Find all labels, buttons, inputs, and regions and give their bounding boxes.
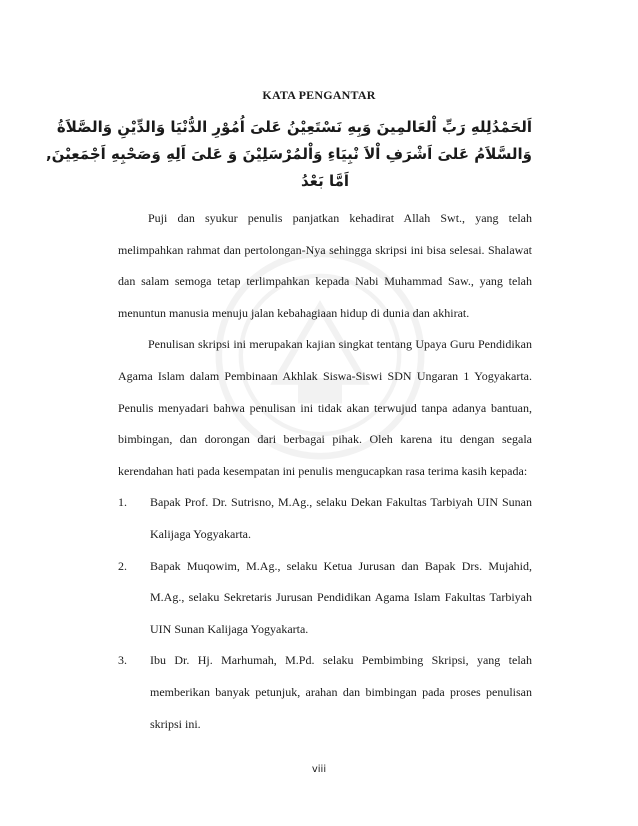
list-number: 2. — [118, 558, 127, 573]
list-item — [118, 645, 532, 740]
arabic-opening-line-3: اَمَّا بَعْدُ — [300, 172, 350, 190]
list-number: 3. — [118, 653, 127, 668]
acknowledgement-list — [118, 487, 532, 740]
list-item-text: Bapak Prof. Dr. Sutrisno, M.Ag., selaku Dekan Fakultas Tarbiyah UIN Sunan Kalijaga Yogyakarta. — [150, 495, 532, 541]
paragraph: Puji dan syukur penulis panjatkan kehadirat Allah Swt., yang telah melimpahkan rahmat dan pertolongan-Nya sehingga skripsi ini bisa selesai. Shalawat dan salam semoga tetap terlimpahkan kepada Nabi Muhammad Saw., yang telah menuntun manusia menuju jalan kebahagiaan hidup di dunia dan akhirat. — [118, 211, 532, 320]
arabic-opening-line-1: اَلحَمْدُلِلهِ رَبِّ اْلعَالمِينَ وَبِهِ نَسْتَعِيْنُ عَلىَ اُمُوْرِ الدُّنْيَا وَالدِّيْنِ وَالصَّلاَةُ — [56, 118, 532, 136]
page-number: viii — [311, 764, 327, 775]
paragraph: Penulisan skripsi ini merupakan kajian singkat tentang Upaya Guru Pendidikan Agama Islam dalam Pembinaan Akhlak Siswa-Siswi SDN Ungaran 1 Yogyakarta. Penulis menyadari bahwa penulisan ini tidak akan terwujud tanpa adanya bantuan, bimbingan, dan dorongan dari berbagai pihak. Oleh karena itu dengan segala kerendahan hati pada kesempatan ini penulis mengucapkan rasa terima kasih kepada: — [118, 337, 532, 478]
list-number: 1. — [118, 495, 127, 510]
list-item-text: Ibu Dr. Hj. Marhumah, M.Pd. selaku Pembimbing Skripsi, yang telah memberikan banyak petunjuk, arahan dan bimbingan pada proses penulisan skripsi ini. — [150, 653, 532, 731]
body-text — [118, 203, 532, 740]
arabic-opening-line-2: وَالسَّلاَمُ عَلىَ اَشْرَفِ اْلاَ نْبِيَاءِ وَاْلمُرْسَلِيْنَ وَ عَلىَ اَلِهِ وَصَحْبِهِ اَجْمَعِيْنَ, — [45, 145, 532, 163]
page-title: KATA PENGANTAR — [262, 88, 376, 102]
list-item — [118, 551, 532, 646]
list-item — [118, 487, 532, 550]
list-item-text: Bapak Muqowim, M.Ag., selaku Ketua Jurusan dan Bapak Drs. Mujahid, M.Ag., selaku Sekretaris Jurusan Pendidikan Agama Islam Fakultas Tarbiyah UIN Sunan Kalijaga Yogyakarta. — [150, 558, 532, 636]
